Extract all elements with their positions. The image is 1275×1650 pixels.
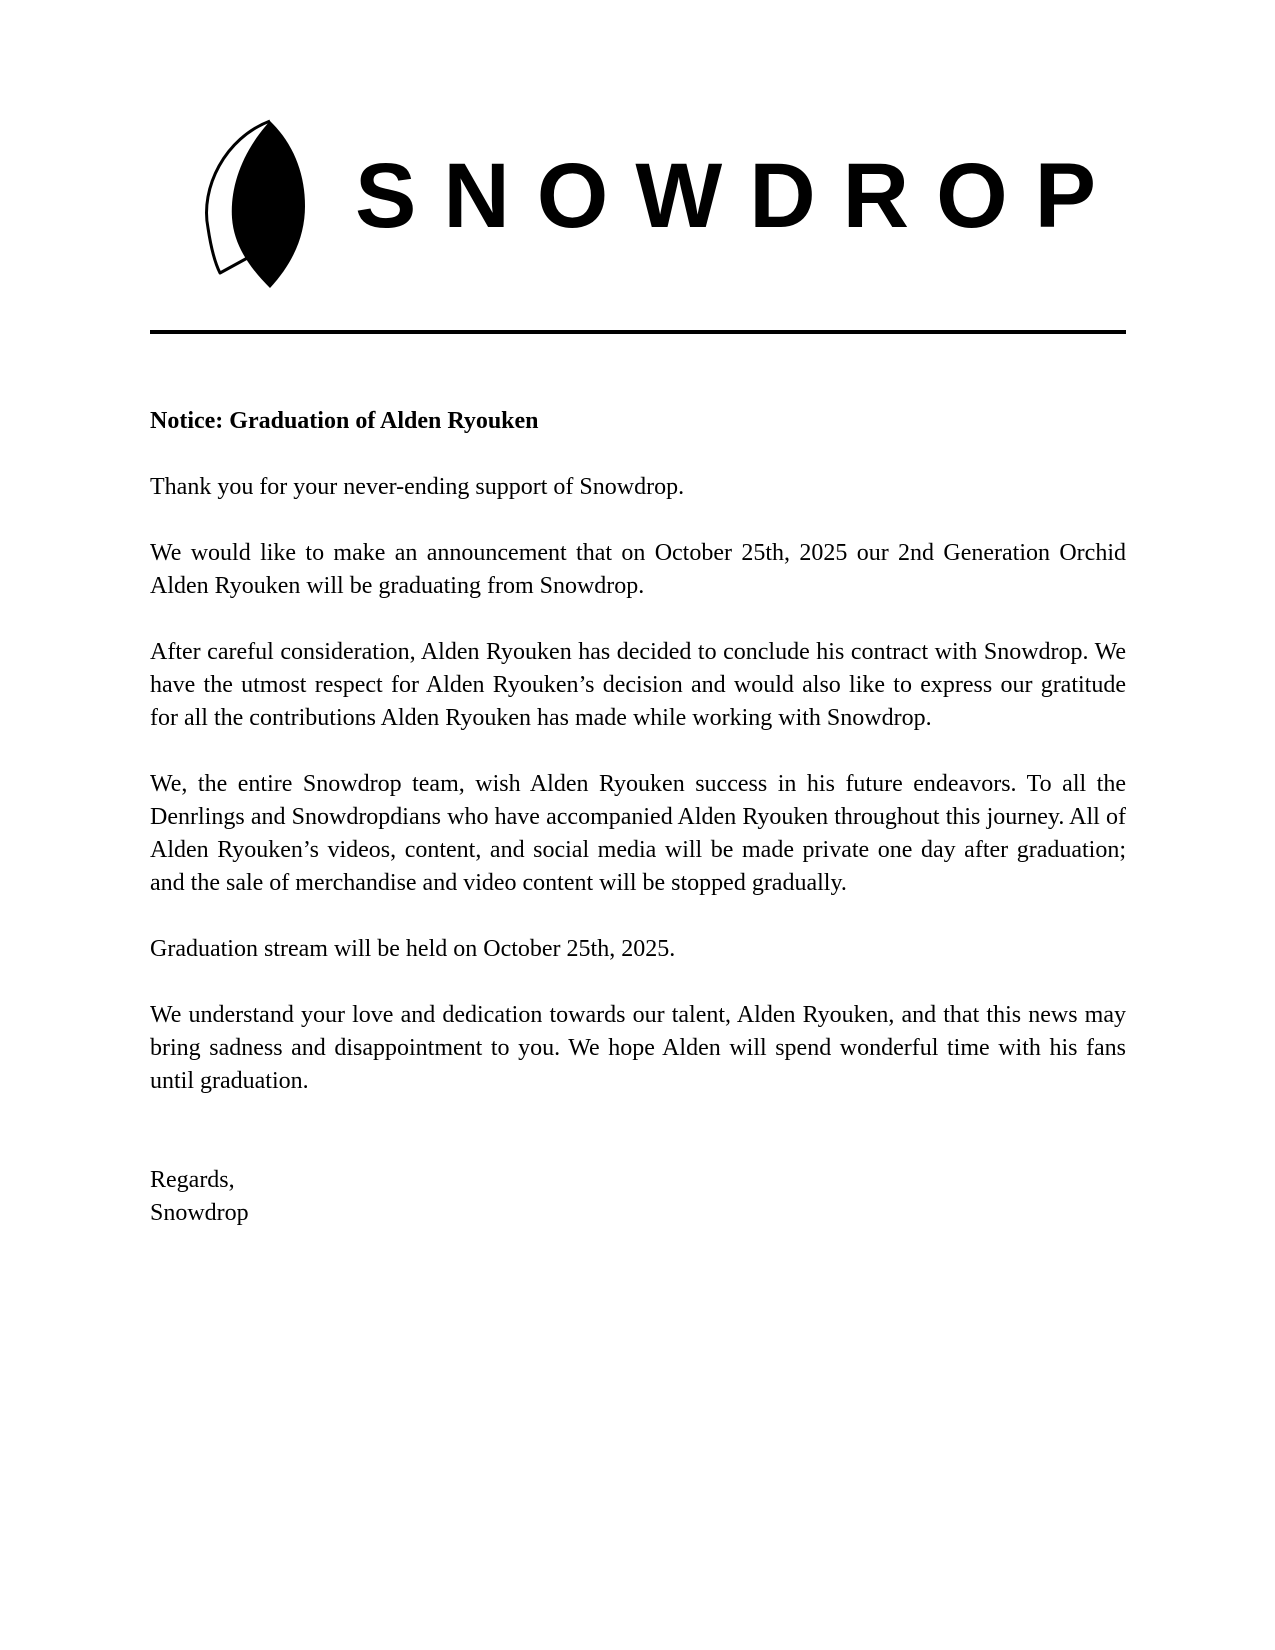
paragraph-wishes: We, the entire Snowdrop team, wish Alden Ryouken success in his future endeavors. To all the Denrlings and Snowdropdians who have accompanied Alden Ryouken throughout this journey. All of Alden Ryouken’s videos, content, and social media will be made private one day after graduation; and the sale of merchandise and video content will be stopped gradually.: [150, 771, 1126, 896]
paragraph-contract: After careful consideration, Alden Ryouken has decided to conclude his contract with Snowdrop. We have the utmost respect for Alden Ryouken’s decision and would also like to express our gratitude for all the contributions Alden Ryouken has made while working with Snowdrop.: [150, 639, 1126, 731]
closing-regards: Regards,: [150, 1167, 235, 1193]
snowdrop-logo: [205, 118, 1123, 288]
brand-wordmark: SNOWDROP: [355, 145, 1123, 247]
paragraph-stream: Graduation stream will be held on October 25th, 2025.: [150, 936, 676, 962]
paragraph-understanding: We understand your love and dedication towards our talent, Alden Ryouken, and that this news may bring sadness and disappointment to you. We hope Alden will spend wonderful time with his fans until graduation.: [150, 1002, 1126, 1094]
signature: Snowdrop: [150, 1200, 249, 1226]
snowdrop-petal-icon: [205, 118, 315, 288]
closing-block: [150, 1164, 1126, 1230]
header-divider: [150, 330, 1126, 334]
notice-title: Notice: Graduation of Alden Ryouken: [150, 408, 539, 434]
paragraph-announcement: We would like to make an announcement that on October 25th, 2025 our 2nd Generation Orchid Alden Ryouken will be graduating from Snowdrop.: [150, 540, 1126, 599]
notice-body: [150, 405, 1126, 1230]
paragraph-thanks: Thank you for your never-ending support of Snowdrop.: [150, 474, 685, 500]
